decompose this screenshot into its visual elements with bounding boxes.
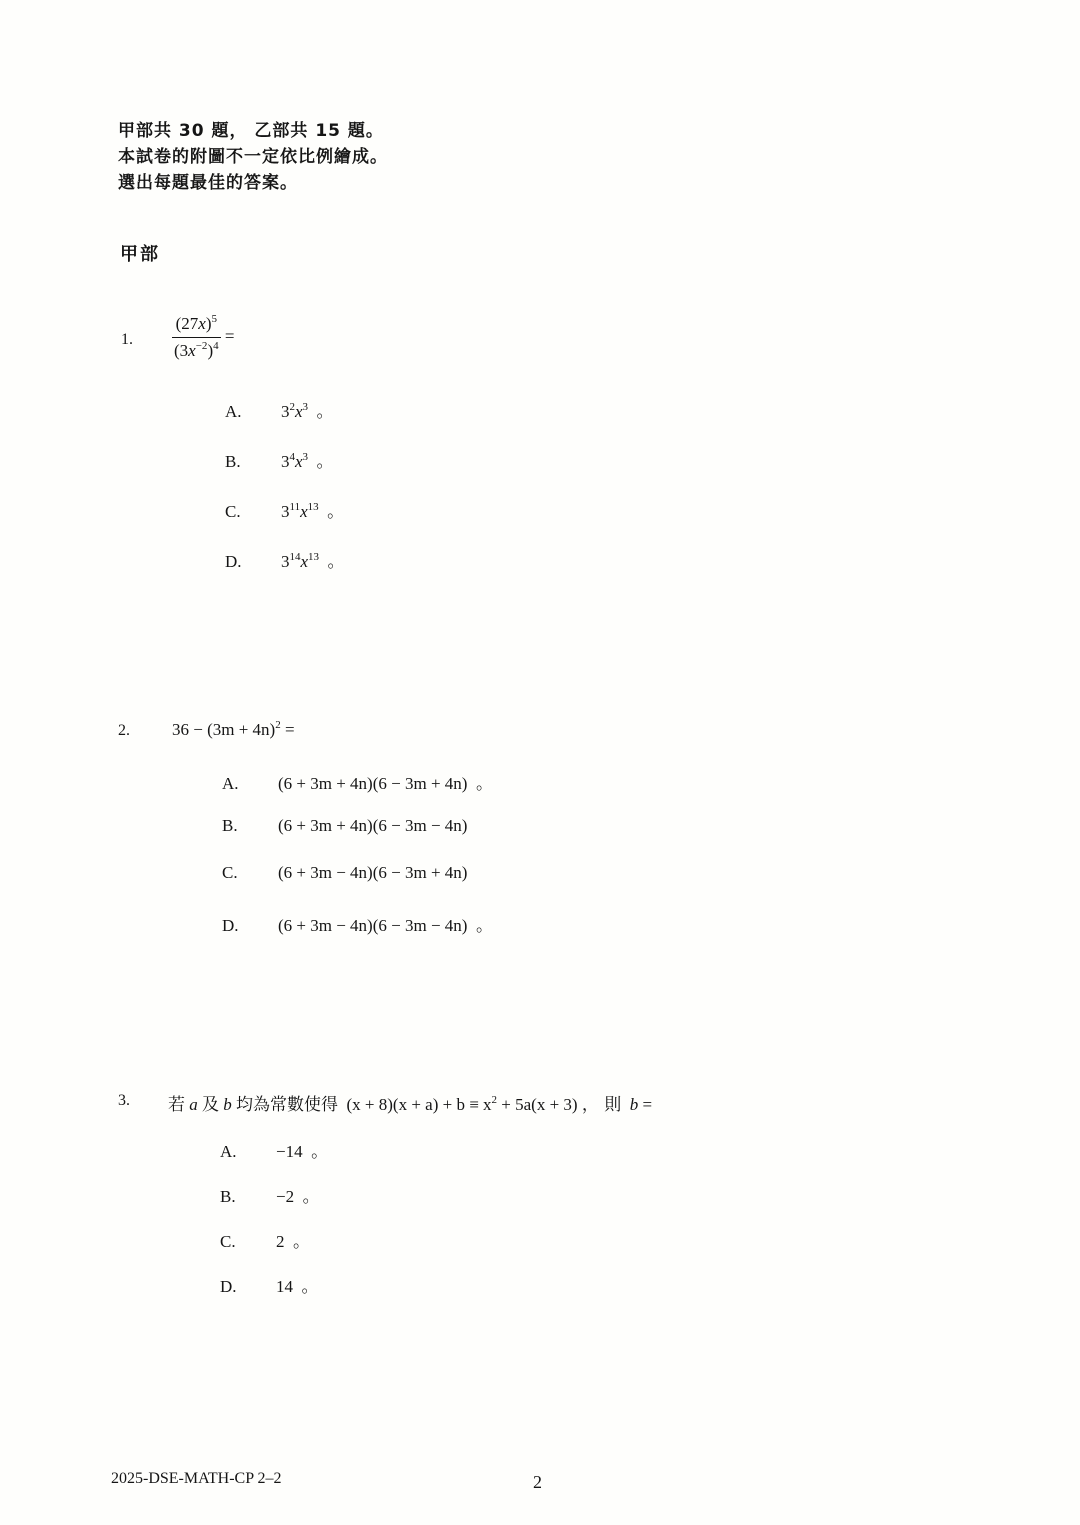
instruction-line: 本試卷的附圖不一定依比例繪成。 — [118, 147, 388, 167]
option-a: A. $3^2x^3$ 。 — [225, 401, 334, 422]
option-c: C. 2 。 — [220, 1232, 310, 1252]
question-stem: 若 a 及 b 均為常數使得 $(x + 8)(x + a) + b \equiv x^2 + 5a(x + 3)$ ， 則 b = — [168, 1094, 653, 1115]
option-a: A. (6 + 3m + 4n)(6 − 3m + 4n) 。 — [222, 774, 493, 794]
instructions — [118, 118, 388, 196]
question-number: 1. — [121, 331, 133, 348]
page-number: 2 — [533, 1472, 542, 1492]
question-number: 2. — [118, 722, 130, 739]
question-stem: $\frac{(27x)^5}{(3x^{-2})^4}$ = — [174, 313, 235, 360]
option-d: D. $3^{14}x^{13}$ 。 — [225, 551, 345, 572]
fraction-denominator: $(3x^{-2})^4$ — [174, 340, 219, 360]
paper-code: 2025-DSE-MATH-CP 2–2 — [111, 1470, 282, 1487]
option-d: D. 14 。 — [220, 1277, 319, 1297]
fraction — [172, 314, 221, 361]
option-b: B. $3^4x^3$ 。 — [225, 451, 334, 472]
fraction-numerator: $(27x)^5$ — [172, 314, 221, 338]
instruction-line: 選出每題最佳的答案。 — [118, 173, 298, 193]
option-c: C. (6 + 3m − 4n)(6 − 3m + 4n) — [222, 863, 468, 882]
option-c: C. $3^{11}x^{13}$ 。 — [225, 501, 345, 522]
question-number: 3. — [118, 1092, 130, 1109]
instruction-line: 甲部共 30 題， 乙部共 15 題。 — [118, 121, 384, 141]
option-b: B. (6 + 3m + 4n)(6 − 3m − 4n) — [222, 816, 468, 835]
question-stem: $36 - (3m + 4n)^2$ = — [172, 719, 295, 739]
option-a: A. −14 。 — [220, 1142, 329, 1162]
section-title: 甲部 — [120, 244, 160, 265]
option-b: B. −2 。 — [220, 1187, 320, 1207]
option-d: D. (6 + 3m − 4n)(6 − 3m − 4n) 。 — [222, 916, 493, 936]
